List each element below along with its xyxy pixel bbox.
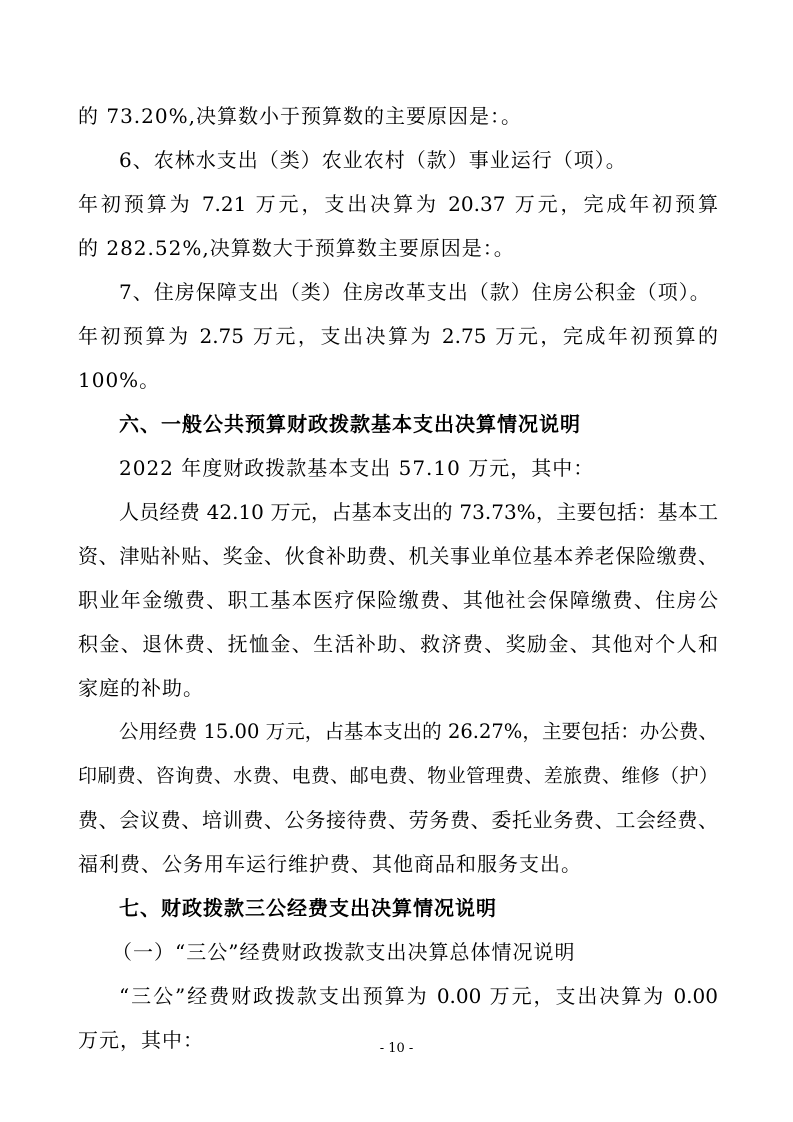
body-text-line: 积金、退休费、抚恤金、生活补助、救济费、奖励金、其他对个人和 — [78, 632, 718, 656]
body-text-line: 人员经费 42.10 万元，占基本支出的 73.73%，主要包括：基本工 — [119, 500, 718, 524]
body-text-line: 7、住房保障支出（类）住房改革支出（款）住房公积金（项）。 — [119, 280, 711, 304]
body-text-line: 的 73.20%,决算数小于预算数的主要原因是：。 — [78, 104, 522, 128]
body-text-line: 家庭的补助。 — [78, 676, 204, 700]
body-text-line: 年初预算为 7.21 万元，支出决算为 20.37 万元，完成年初预算 — [78, 192, 718, 216]
body-text-line: 年初预算为 2.75 万元，支出决算为 2.75 万元，完成年初预算的 — [78, 324, 718, 348]
body-text-line: 费、会议费、培训费、公务接待费、劳务费、委托业务费、工会经费、 — [78, 808, 718, 832]
body-text-line: 公用经费 15.00 万元，占基本支出的 26.27%，主要包括：办公费、 — [119, 720, 718, 743]
body-text-line: “三公”经费财政拨款支出预算为 0.00 万元，支出决算为 0.00 — [119, 984, 718, 1008]
subsection-heading: （一）“三公”经费财政拨款支出决算总体情况说明 — [112, 940, 576, 964]
body-text-line: 职业年金缴费、职工基本医疗保险缴费、其他社会保障缴费、住房公 — [78, 588, 718, 612]
body-text-line: 的 282.52%,决算数大于预算数主要原因是：。 — [78, 236, 515, 260]
body-text-line: 万元，其中： — [78, 1028, 204, 1052]
page-number: - 10 - — [379, 1041, 414, 1056]
section-heading: 七、财政拨款三公经费支出决算情况说明 — [119, 896, 497, 920]
body-text-line: 100%。 — [78, 368, 161, 392]
body-text-line: 资、津贴补贴、奖金、伙食补助费、机关事业单位基本养老保险缴费、 — [78, 544, 718, 568]
section-heading: 六、一般公共预算财政拨款基本支出决算情况说明 — [119, 412, 581, 436]
body-text-line: 6、农林水支出（类）农业农村（款）事业运行（项）。 — [119, 148, 627, 172]
body-text-line: 福利费、公务用车运行维护费、其他商品和服务支出。 — [78, 852, 582, 876]
body-text-line: 印刷费、咨询费、水费、电费、邮电费、物业管理费、差旅费、维修（护） — [78, 765, 718, 787]
body-text-line: 2022 年度财政拨款基本支出 57.10 万元，其中： — [119, 456, 595, 480]
